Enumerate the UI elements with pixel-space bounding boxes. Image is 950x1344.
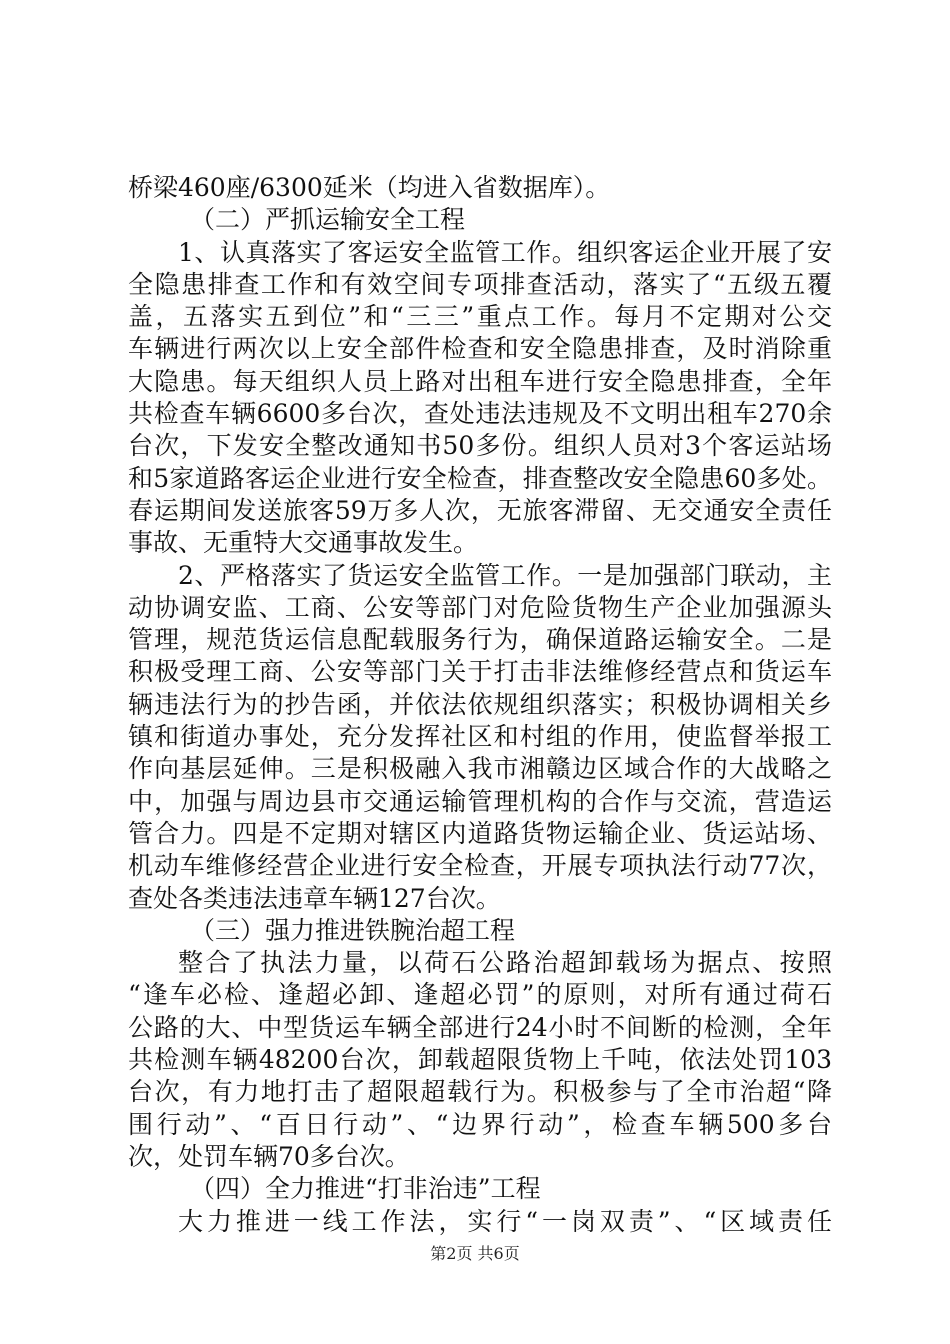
text-line: 春运期间发送旅客59万多人次，无旅客滞留、无交通安全责任 xyxy=(128,495,832,525)
text-line: 公路的大、中型货运车辆全部进行24小时不间断的检测，全年 xyxy=(128,1012,832,1042)
text-line: 查处各类违法违章车辆127台次。 xyxy=(128,883,501,913)
text-line: 车辆进行两次以上安全部件检查和安全隐患排查，及时消除重 xyxy=(128,334,832,364)
text-line: 共检测车辆48200台次，卸载超限货物上千吨，依法处罚103 xyxy=(128,1045,832,1075)
paragraph-first-line: 1、认真落实了客运安全监管工作。组织客运企业开展了安 xyxy=(178,237,832,267)
text-line: 围行动”、“百日行动”、“边界行动”，检查车辆500多台 xyxy=(128,1109,832,1139)
text-line: 辆违法行为的抄告函，并依法依规组织落实；积极协调相关乡 xyxy=(128,689,832,719)
text-line: 管理，规范货运信息配载服务行为，确保道路运输安全。二是 xyxy=(128,625,832,655)
paragraph-first-line: 大力推进一线工作法，实行“一岗双责”、“区域责任 xyxy=(178,1206,832,1236)
paragraph-first-line: 整合了执法力量，以荷石公路治超卸载场为据点、按照 xyxy=(178,948,832,978)
text-line: 镇和街道办事处，充分发挥社区和村组的作用，使监督举报工 xyxy=(128,722,832,752)
text-line: 台次，下发安全整改通知书50多份。组织人员对3个客运站场 xyxy=(128,431,832,461)
section-heading: （三）强力推进铁腕治超工程 xyxy=(190,915,516,945)
page-footer xyxy=(0,1244,950,1264)
text-line: 次，处罚车辆70多台次。 xyxy=(128,1141,410,1171)
text-line: “逢车必检、逢超必卸、逢超必罚”的原则，对所有通过荷石 xyxy=(128,980,832,1010)
section-heading: （二）严抓运输安全工程 xyxy=(190,205,466,235)
text-line: 共检查车辆6600多台次，查处违法违规及不文明出租车270余 xyxy=(128,399,832,429)
text-line: 机动车维修经营企业进行安全检查，开展专项执法行动77次， xyxy=(128,851,832,881)
page-number: 第2页 共6页 xyxy=(430,1244,520,1263)
text-line: 中，加强与周边县市交通运输管理机构的合作与交流，营造运 xyxy=(128,786,832,816)
text-line: 台次，有力地打击了超限超载行为。积极参与了全市治超“降 xyxy=(128,1077,832,1107)
text-line: 动协调安监、工商、公安等部门对危险货物生产企业加强源头 xyxy=(128,592,832,622)
text-line: 作向基层延伸。三是积极融入我市湘赣边区域合作的大战略之 xyxy=(128,754,832,784)
paragraph-first-line: 2、严格落实了货运安全监管工作。一是加强部门联动，主 xyxy=(178,560,832,590)
text-line: 大隐患。每天组织人员上路对出租车进行安全隐患排查，全年 xyxy=(128,366,832,396)
text-line: 和5家道路客运企业进行安全检查，排查整改安全隐患60多处。 xyxy=(128,463,832,493)
text-line: 管合力。四是不定期对辖区内道路货物运输企业、货运站场、 xyxy=(128,818,832,848)
section-heading: （四）全力推进“打非治违”工程 xyxy=(190,1174,541,1204)
text-line: 事故、无重特大交通事故发生。 xyxy=(128,528,479,558)
text-line: 积极受理工商、公安等部门关于打击非法维修经营点和货运车 xyxy=(128,657,832,687)
text-line: 桥梁460座/6300延米（均进入省数据库）。 xyxy=(128,173,611,202)
text-line: 全隐患排查工作和有效空间专项排查活动，落实了“五级五覆 xyxy=(128,269,832,299)
document-body xyxy=(128,172,832,1238)
text-line: 盖，五落实五到位”和“三三”重点工作。每月不定期对公交 xyxy=(128,302,832,332)
